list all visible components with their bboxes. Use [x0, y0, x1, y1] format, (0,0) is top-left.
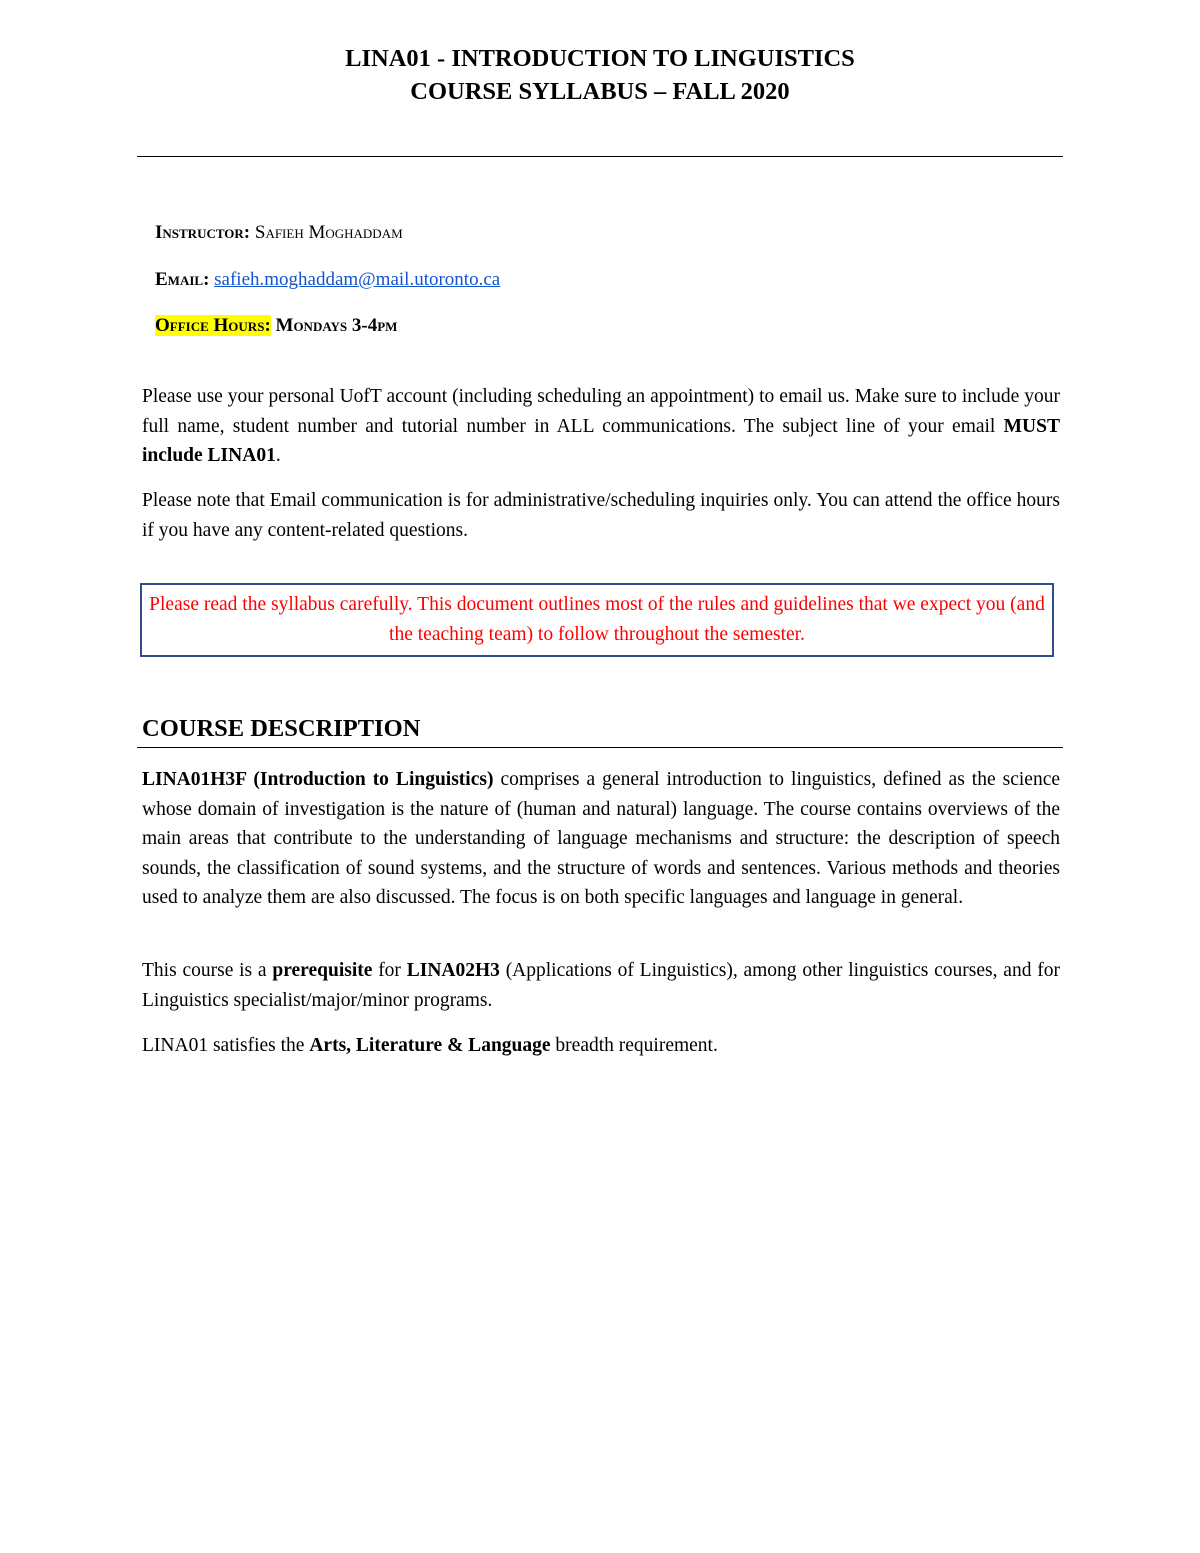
instructor-name: Safieh Moghaddam — [254, 222, 403, 243]
email-policy-paragraph: Please note that Email communication is for administrative/scheduling inquiries only. You can attend the office hours if you have any content-related questions. — [142, 490, 1060, 541]
office-hours-label: Office Hours: — [155, 315, 271, 336]
email-label: Email — [155, 269, 204, 290]
title-line-syllabus: COURSE SYLLABUS – FALL 2020 — [410, 78, 790, 105]
syllabus-notice-box — [140, 583, 1054, 657]
office-hours-line — [155, 314, 397, 338]
contact-instructions-paragraph: Please use your personal UofT account (including scheduling an appointment) to email us. Make sure to include your full name, student number and tutorial number in ALL communications. The subject line of your email MUST include LINA01. — [142, 386, 1060, 466]
office-hours-value: Mondays 3-4pm — [275, 315, 398, 336]
email-link[interactable]: safieh.moghaddam@mail.utoronto.ca — [214, 269, 501, 290]
instructor-line: Instructor: Safieh Moghaddam — [155, 222, 403, 243]
prerequisite-paragraph: This course is a prerequisite for LINA02H3 (Applications of Linguistics), among other linguistics courses, and for Linguistics specialist/major/minor programs. — [142, 960, 1060, 1011]
document-title — [0, 42, 1200, 108]
breadth-requirement-paragraph: LINA01 satisfies the Arts, Literature & Language breadth requirement. — [142, 1035, 718, 1056]
email-line: Email: safieh.moghaddam@mail.utoronto.ca — [155, 269, 501, 290]
title-line-course: LINA01 - INTRODUCTION TO LINGUISTICS — [345, 45, 855, 72]
course-code-title: LINA01H3F (Introduction to Linguistics) — [142, 769, 494, 790]
subject-line-requirement: MUST include LINA01 — [142, 415, 1060, 466]
title-divider — [137, 156, 1063, 157]
course-description-heading: COURSE DESCRIPTION — [142, 715, 421, 742]
notice-text: Please read the syllabus carefully. This document outlines most of the rules and guidelines that we expect you (and the teaching team) to follow throughout the semester. — [149, 594, 1045, 645]
instructor-label: Instructor — [155, 222, 244, 243]
section-divider — [137, 747, 1063, 748]
course-description-paragraph: LINA01H3F (Introduction to Linguistics) comprises a general introduction to linguistics, defined as the science whose domain of investigation is the nature of (human and natural) language. The course contains overviews of the main areas that contribute to the understanding of language mechanisms and structure: the description of speech sounds, the classification of sound systems, and the structure of words and sentences. Various methods and theories used to analyze them are also discussed. The focus is on both specific languages and language in general. — [142, 769, 1060, 908]
